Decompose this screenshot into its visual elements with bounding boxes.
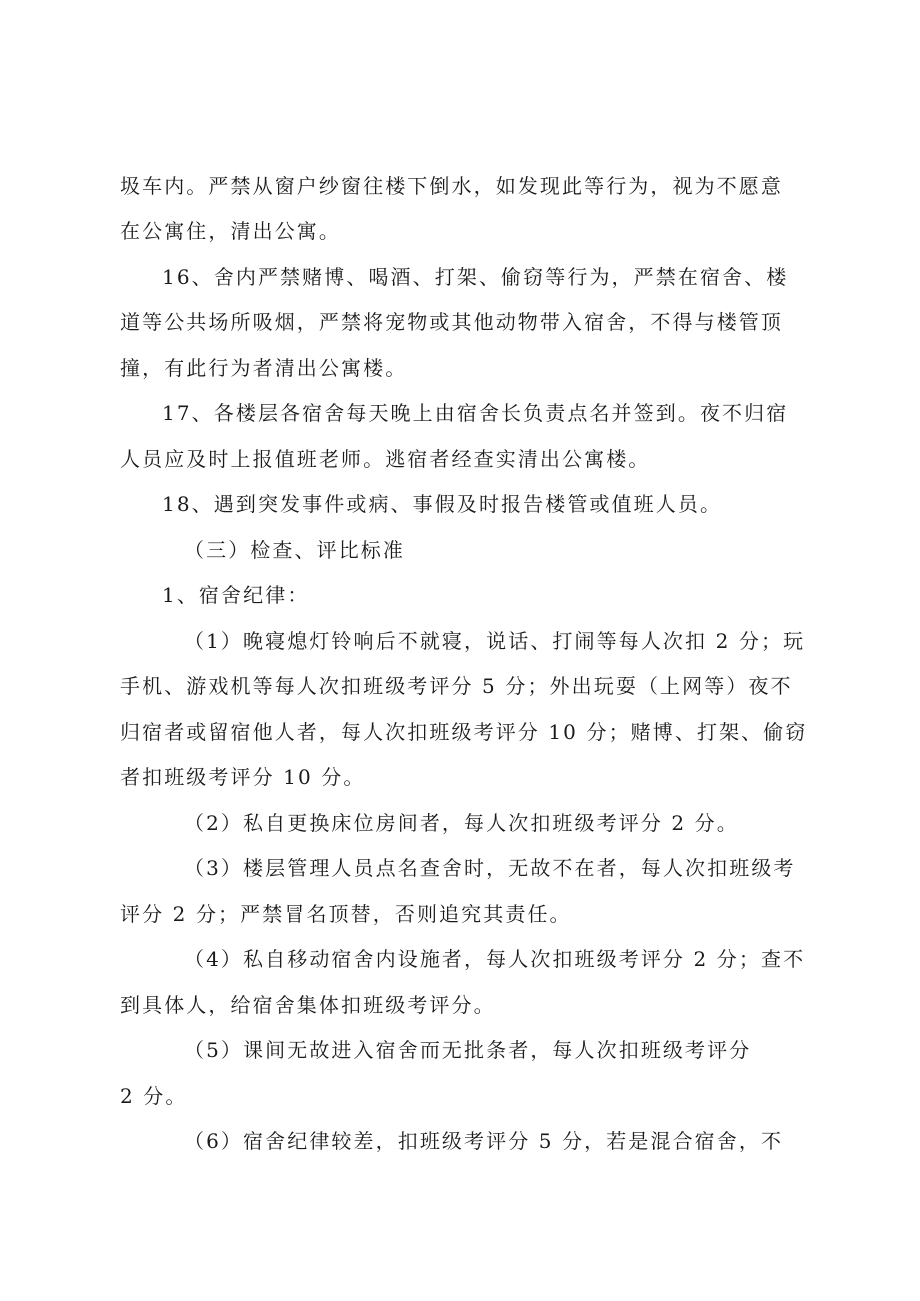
item-1-line-3: 归宿者或留宿他人者，每人次扣班级考评分 10 分；赌博、打架、偷窃	[120, 720, 808, 744]
rule-16-line-1: 16、舍内严禁赌博、喝酒、打架、偷窃等行为，严禁在宿舍、楼	[162, 265, 789, 289]
rule-17-line-2: 人员应及时上报值班老师。逃宿者经查实清出公寓楼。	[120, 447, 651, 471]
rule-16-line-3: 撞，有此行为者清出公寓楼。	[120, 356, 408, 380]
paragraph-line-2: 在公寓住，清出公寓。	[120, 219, 341, 243]
item-6-line-1: （6）宿舍纪律较差，扣班级考评分 5 分，若是混合宿舍，不	[184, 1129, 784, 1153]
item-1-line-4: 者扣班级考评分 10 分。	[120, 765, 366, 789]
item-3-line-1: （3）楼层管理人员点名查舍时，无故不在者，每人次扣班级考	[184, 856, 796, 880]
paragraph-line-1: 圾车内。严禁从窗户纱窗往楼下倒水，如发现此等行为，视为不愿意	[120, 174, 783, 198]
item-3-line-2: 评分 2 分；严禁冒名顶替，否则追究其责任。	[120, 902, 572, 926]
item-1-line-1: （1）晚寝熄灯铃响后不就寝，说话、打闹等每人次扣 2 分；玩	[184, 629, 806, 653]
item-1-line-2: 手机、游戏机等每人次扣班级考评分 5 分；外出玩耍（上网等）夜不	[120, 674, 793, 698]
item-5-line-2: 2 分。	[120, 1084, 188, 1108]
rule-17-line-1: 17、各楼层各宿舍每天晚上由宿舍长负责点名并签到。夜不归宿	[162, 401, 789, 425]
section-heading: （三）检查、评比标准	[184, 538, 405, 562]
rule-16-line-2: 道等公共场所吸烟，严禁将宠物或其他动物带入宿舍，不得与楼管顶	[120, 310, 783, 334]
subsection-heading: 1、宿舍纪律：	[162, 583, 310, 607]
item-2-line: （2）私自更换床位房间者，每人次扣班级考评分 2 分。	[184, 811, 739, 835]
item-5-line-1: （5）课间无故进入宿舍而无批条者，每人次扣班级考评分	[184, 1038, 752, 1062]
item-4-line-1: （4）私自移动宿舍内设施者，每人次扣班级考评分 2 分；查不	[184, 947, 806, 971]
rule-18-line: 18、遇到突发事件或病、事假及时报告楼管或值班人员。	[162, 492, 723, 516]
item-4-line-2: 到具体人，给宿舍集体扣班级考评分。	[120, 993, 496, 1017]
